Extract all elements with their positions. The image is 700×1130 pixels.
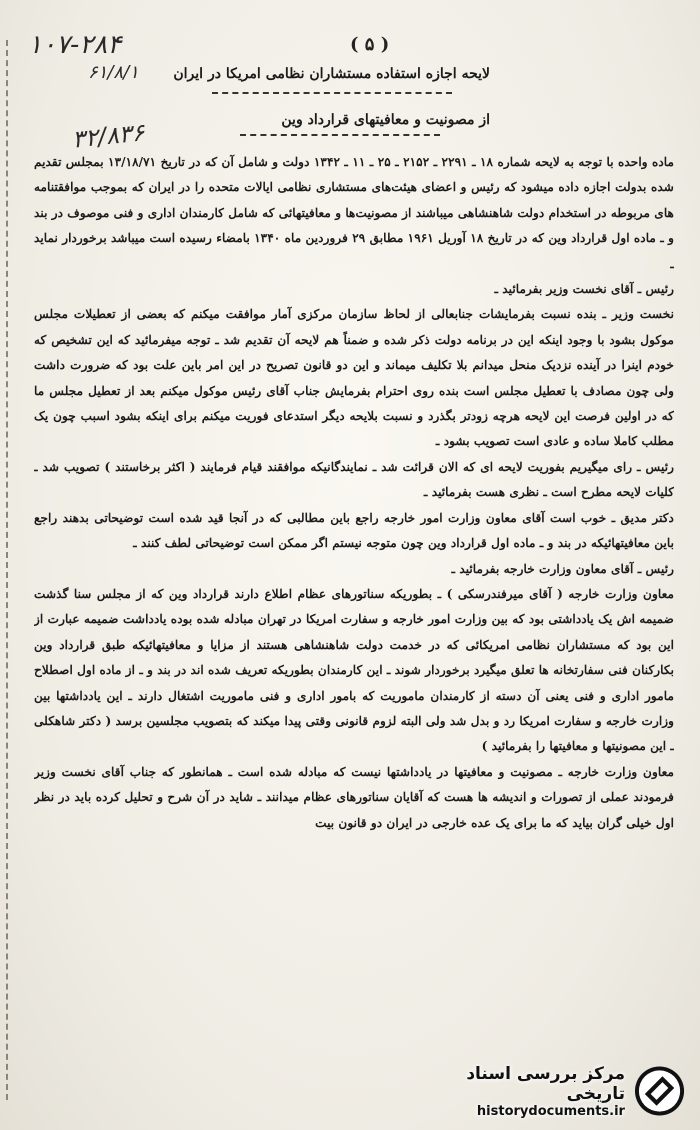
paragraph: معاون وزارت خارجه ـ مصونیت و معافیتها در یادداشتها نیست که مبادله شده است ـ همانطور که جناب آقای نخست وزیر فرمودند عملی از تصورات و اندیشه ها هست که آقایان سناتورهای عظام میدانند ـ شاید در آن شرح و تحلیل کرده باید در نظر اول خیلی گران بیاید که ما برای یک عده خارجی در ایران دو قانون بیت xyxy=(34,764,674,830)
page-number: ( ۵ ) xyxy=(350,34,390,55)
document-title: لایحه اجازه استفاده مستشاران نظامی امریکا در ایران xyxy=(173,66,490,82)
paragraph: رئیس ـ آقای نخست وزیر بفرمائید ـ xyxy=(494,282,674,297)
watermark-name: مرکز بررسی اسناد تاریخی xyxy=(466,1063,625,1104)
paragraph: معاون وزارت خارجه ( آقای میرفندرسکی ) ـ بطوریکه سناتورهای عظام اطلاع دارند قرارداد وین که از مجلس سنا گذشت ضمیمه اش یک یادداشتی بود که بین وزارت امور خارجه و سفارت امریکا در تهران مبادله شده بوده یادداشت ضمیمه عبارت از این بود که مستشاران نظامی امریکائی که در خدمت دولت شاهنشاهی هستند از مزایا و معافیتهائیکه طبق قرارداد وین بکارکنان فنی سفارتخانه ها تعلق میگیرد برخوردار شوند ـ این کارمندان بطوریکه تعریف شده اند در بند و ـ از ماده اول اصطلاح مامور اداری و فنی یعنی آن دسته از کارمندان ماموریت که بامور اداری و فنی ماموریت اشتغال دارند ـ این یادداشتها بین وزارت خارجه و سفارت امریکا رد و بدل شد ولی البته لزوم قانونی وقتی پیدا میکند که بتصویب مجلسین برسد ( دکتر شاهکلی ـ این مصونیتها و معافیتها را بفرمائید ) xyxy=(34,586,674,754)
margin-line xyxy=(6,40,10,1100)
watermark xyxy=(406,1062,686,1120)
handwritten-reference: ۱۰۷-۲۸۴ xyxy=(28,30,122,60)
paragraph: ماده واحده با توجه به لایحه شماره ۱۸ ـ ۲۲۹۱ ـ ۲۱۵۲ ـ ۲۵ ـ ۱۱ ـ ۱۳۴۲ دولت و شامل آن که در تاریخ ۱۳/۱۸/۷۱ بمجلس تقدیم شده بدولت اجازه داده میشود که رئیس و اعضای هیئت‌های مستشاری نظامی ایالات متحده را در ایران که بموجب موافقتنامه های مربوطه در استخدام دولت شاهنشاهی میباشند از مصونیت‌ها و معافیتهائی که شامل کارمندان اداری و فنی موصوف در بند و ـ ماده اول قرارداد وین که در تاریخ ۱۸ آوریل ۱۹۶۱ مطابق ۲۹ فروردین ماه ۱۳۴۰ بامضاء رسیده است میباشد برخوردار نماید ـ xyxy=(34,155,674,271)
watermark-text xyxy=(406,1064,625,1119)
archive-logo-icon xyxy=(633,1064,686,1118)
document-subtitle: از مصونیت و معافیتهای قرارداد وین xyxy=(281,112,490,128)
document-body xyxy=(34,150,674,1070)
handwritten-number: ۳۲/۸۳۶ xyxy=(70,118,146,154)
handwritten-date: ۶۱/۸/۱ xyxy=(88,62,139,83)
paragraph: نخست وزیر ـ بنده نسبت بفرمایشات جنابعالی از لحاظ سازمان مرکزی آمار موافقت میکنم که بعضی از تعطیلات مجلس موکول بشود با وجود اینکه این در برنامه دولت ذکر شده و ضمناً هم لایحه آن تقدیم شد ـ توجه میفرمائید که این تشخیص که خودم اینرا در آینده نزدیک منحل میدانم بلا تکلیف میماند و این دو قانون تصریح در این امر باین علت بود که ضرورت داشت ولی چون مصادف با تعطیل مجلس است بنده روی احترام بفرمایش جناب آقای رئیس موکول میکنم بعد از تعطیل مجلس ما که در اولین فرصت این لایحه هرچه زودتر بگذرد و نسبت بلایحه دیگر استدعای فوریت میکنم برای اینکه بشود اسبب چون یک مطلب کاملا ساده و عادی است تصویب بشود ـ xyxy=(34,307,674,449)
paragraph: رئیس ـ آقای معاون وزارت خارجه بفرمائید ـ xyxy=(451,561,674,576)
watermark-url: historydocuments.ir xyxy=(476,1103,625,1119)
subtitle-underline xyxy=(240,134,440,136)
paragraph: دکتر مدیق ـ خوب است آقای معاون وزارت امور خارجه راجع باین مطالبی که در آنجا قید شده است توضیحاتی بدهند راجع باین معافیتهائیکه در بند و ـ ماده اول قرارداد وین چون متوجه نیستم اگر ممکن است توضیحاتی لطف کنند ـ xyxy=(34,510,674,551)
paragraph: رئیس ـ رای میگیریم بفوریت لایحه ای که الان قرائت شد ـ نمایندگانیکه موافقند قیام فرمایند ( اکثر برخاستند ) تصویب شد ـ کلیات لایحه مطرح است ـ نظری هست بفرمائید ـ xyxy=(34,459,674,500)
title-underline xyxy=(212,92,452,94)
